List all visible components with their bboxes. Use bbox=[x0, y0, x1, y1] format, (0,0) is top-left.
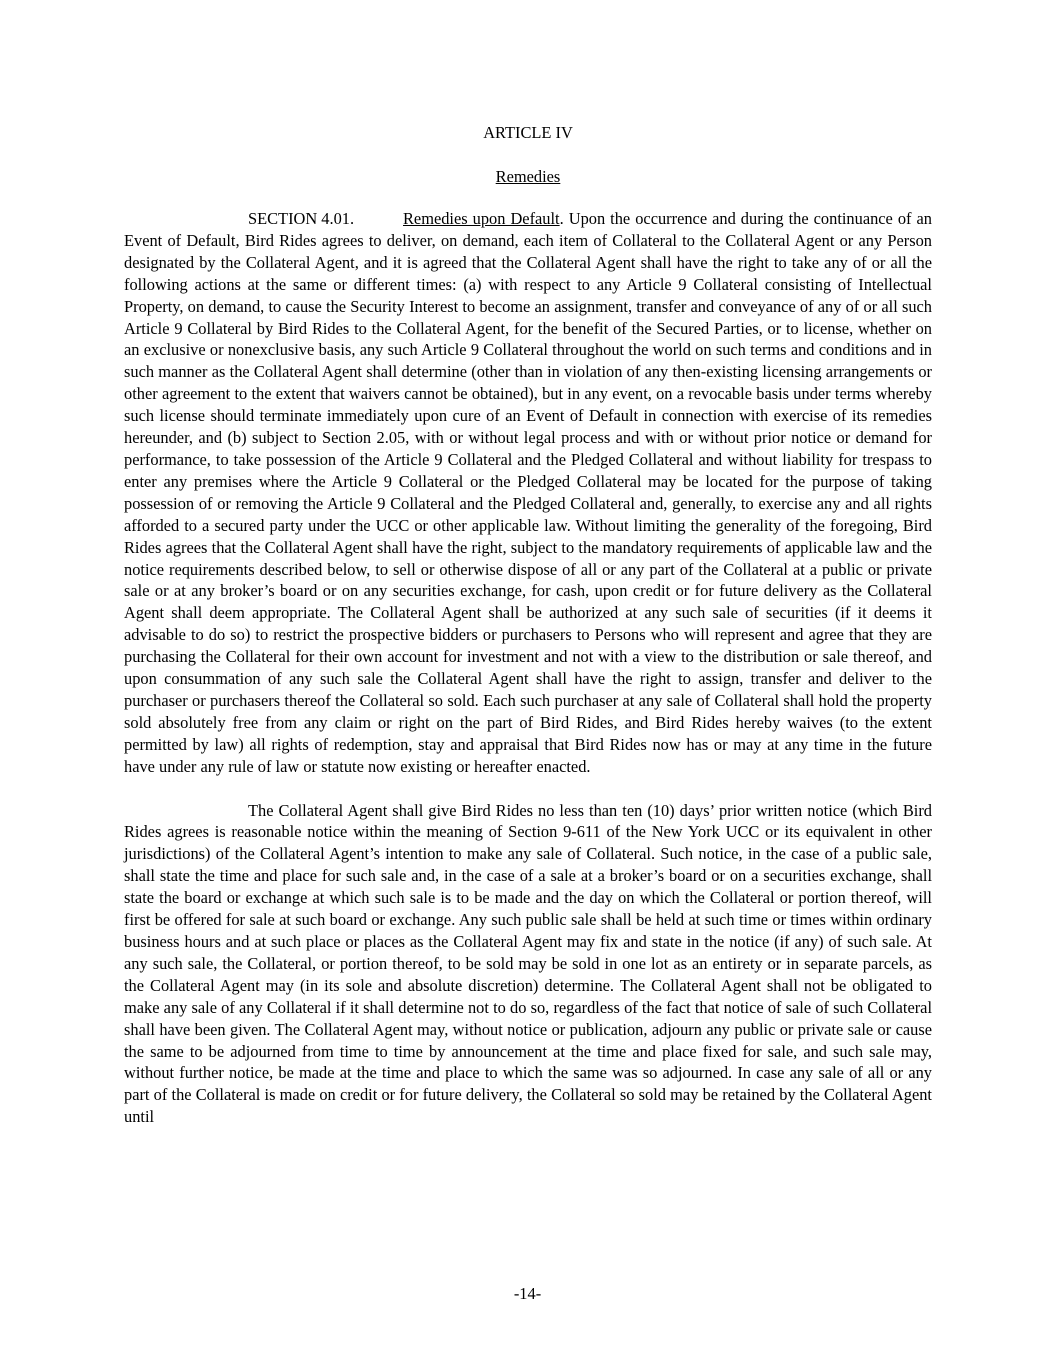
section-title: Remedies upon Default bbox=[403, 209, 560, 228]
page-number: -14- bbox=[513, 1284, 542, 1303]
article-heading: ARTICLE IV bbox=[483, 123, 573, 142]
section-4-01-paragraph bbox=[124, 208, 932, 778]
notice-paragraph: The Collateral Agent shall give Bird Rides no less than ten (10) days’ prior written notice (which Bird Rides agrees is reasonable notice within the meaning of Section 9-611 of the New York UCC or its equivalent in other jurisdictions) of the Collateral Agent’s intention to make any sale of Collateral. Such notice, in the case of a public sale, shall state the time and place for such sale and, in the case of a sale at a broker’s board or on a securities exchange, shall state the board or exchange at which such sale is to be made and the day on which the Collateral or portion thereof, will first be offered for sale at such board or exchange. Any such public sale shall be held at such time or times within ordinary business hours and at such place or places as the Collateral Agent may fix and state in the notice (if any) of such sale. At any such sale, the Collateral, or portion thereof, to be sold may be sold in one lot as an entirety or in separate parcels, as the Collateral Agent may (in its sole and absolute discretion) determine. The Collateral Agent shall not be obligated to make any sale of any Collateral if it shall determine not to do so, regardless of the fact that notice of sale of such Collateral shall have been given. The Collateral Agent may, without notice or publication, adjourn any public or private sale or cause the same to be adjourned from time to time by announcement at the time and place fixed for sale, and such sale may, without further notice, be made at the time and place to which the same was so adjourned. In case any sale of all or any part of the Collateral is made on credit or for future delivery, the Collateral so sold may be retained by the Collateral Agent until bbox=[124, 800, 932, 1127]
section-body: Upon the occurrence and during the continuance of an Event of Default, Bird Rides agrees to deliver, on demand, each item of Collateral to the Collateral Agent or any Person designated by the Collateral Agent, and it is agreed that the Collateral Agent shall have the right to take any of or all the following actions at the same or different times: (a) with respect to any Article 9 Collateral consisting of Intellectual Property, on demand, to cause the Security Interest to become an assignment, transfer and conveyance of any of or all such Article 9 Collateral by Bird Rides to the Collateral Agent, for the benefit of the Secured Parties, or to license, whether on an exclusive or nonexclusive basis, any such Article 9 Collateral throughout the world on such terms and conditions and in such manner as the Collateral Agent shall determine (other than in violation of any then-existing licensing arrangements or other agreement to the extent that waivers cannot be obtained), but in any event, on a revocable basis under terms whereby such license should terminate immediately upon cure of an Event of Default in connection with exercise of its remedies hereunder, and (b) subject to Section 2.05, with or without legal process and with or without prior notice or demand for performance, to take possession of the Article 9 Collateral and the Pledged Collateral and without liability for trespass to enter any premises where the Article 9 Collateral or the Pledged Collateral may be located for the purpose of taking possession of or removing the Article 9 Collateral and the Pledged Collateral and, generally, to exercise any and all rights afforded to a secured party under the UCC or other applicable law. Without limiting the generality of the foregoing, Bird Rides agrees that the Collateral Agent shall have the right, subject to the mandatory requirements of applicable law and the notice requirements described below, to sell or otherwise dispose of all or any part of the Collateral at a public or private sale or at any broker’s board or on any securities exchange, for cash, upon credit or for future delivery as the Collateral Agent shall deem appropriate. The Collateral Agent shall be authorized at any such sale of securities (if it deems it advisable to do so) to restrict the prospective bidders or purchasers to Persons who will represent and agree that they are purchasing the Collateral for their own account for investment and not with a view to the distribution or sale thereof, and upon consummation of any such sale the Collateral Agent shall have the right to assign, transfer and deliver to the purchaser or purchasers thereof the Collateral so sold. Each such purchaser at any sale of Collateral shall hold the property sold absolutely free from any claim or right on the part of Bird Rides, and Bird Rides hereby waives (to the extent permitted by law) all rights of redemption, stay and appraisal that Bird Rides now has or may at any time in the future have under any rule of law or statute now existing or hereafter enacted. bbox=[124, 209, 932, 776]
document-page bbox=[124, 122, 932, 1128]
section-title-period: . bbox=[559, 209, 564, 228]
section-number: SECTION 4.01. bbox=[248, 209, 355, 228]
article-subheading: Remedies bbox=[495, 167, 561, 186]
